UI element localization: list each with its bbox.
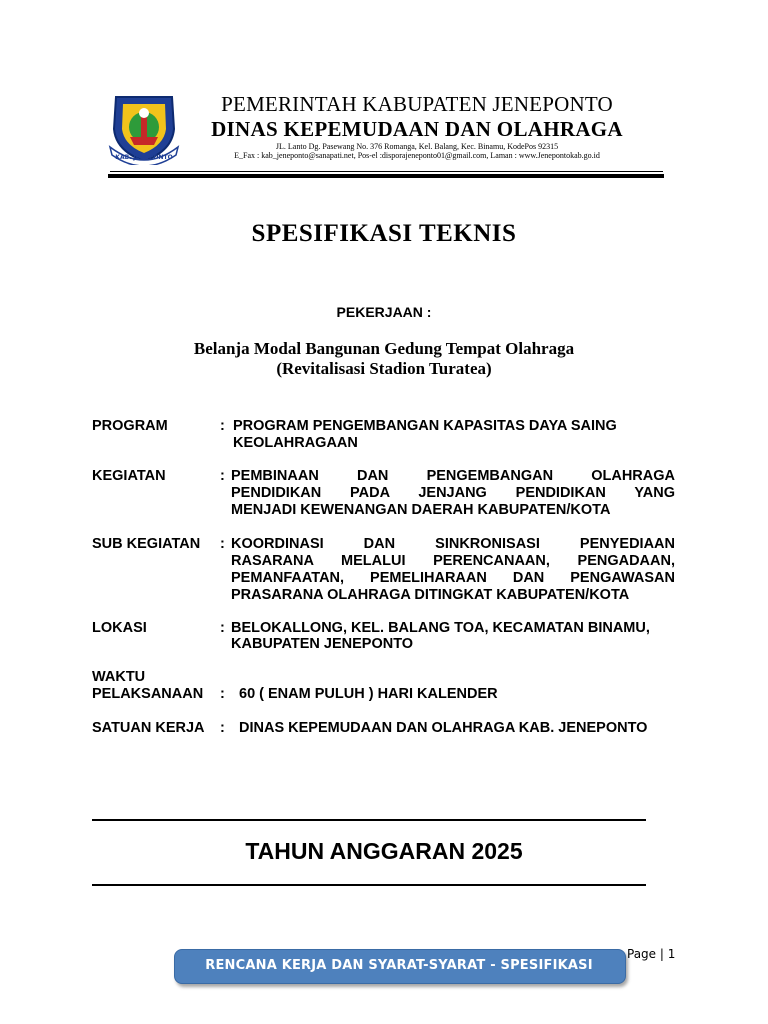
tahun-rule-top	[92, 819, 646, 821]
lokasi-value-line2: KABUPATEN JENEPONTO	[231, 636, 414, 652]
satuan-kerja-colon: :	[220, 720, 225, 736]
kegiatan-value-line2: PENDIDIKAN PADA JENJANG PENDIDIKAN YANG	[231, 485, 675, 501]
waktu-label-line1: WAKTU	[92, 669, 146, 685]
regency-logo	[106, 89, 182, 165]
sub-kegiatan-label: SUB KEGIATAN	[92, 536, 201, 552]
letterhead-rule-thin	[110, 171, 663, 172]
sub-kegiatan-value-line2: RASARANA MELALUI PERENCANAAN, PENGADAAN,	[231, 553, 675, 569]
pekerjaan-title: Belanja Modal Bangunan Gedung Tempat Olahraga	[193, 339, 575, 358]
tahun-rule-bottom	[92, 884, 646, 886]
kegiatan-value-line1: PEMBINAAN DAN PENGEMBANGAN OLAHRAGA	[231, 468, 675, 484]
satuan-kerja-value: DINAS KEPEMUDAAN DAN OLAHRAGA KAB. JENEPONTO	[239, 720, 648, 736]
tahun-anggaran: TAHUN ANGGARAN 2025	[245, 838, 523, 864]
satuan-kerja-label: SATUAN KERJA	[92, 720, 205, 736]
sub-kegiatan-colon: :	[220, 536, 225, 552]
sub-kegiatan-value-line3: PEMANFAATAN, PEMELIHARAAN DAN PENGAWASAN	[231, 570, 675, 586]
department-address: JL. Lanto Dg. Pasewang No. 376 Romanga, Kel. Balang, Kec. Binamu, KodePos 92315	[275, 142, 559, 151]
lokasi-label: LOKASI	[92, 620, 147, 636]
waktu-colon: :	[220, 686, 225, 702]
sub-kegiatan-value-line1: KOORDINASI DAN SINKRONISASI PENYEDIAAN	[231, 536, 675, 552]
program-value-line2: KEOLAHRAGAAN	[233, 435, 358, 451]
waktu-label-line2: PELAKSANAAN	[92, 686, 204, 702]
pekerjaan-subtitle: (Revitalisasi Stadion Turatea)	[276, 359, 492, 378]
kegiatan-value-line3: MENJADI KEWENANGAN DAERAH KABUPATEN/KOTA	[231, 502, 611, 518]
lokasi-value-line1: BELOKALLONG, KEL. BALANG TOA, KECAMATAN BINAMU,	[231, 620, 650, 636]
footer-banner-text: RENCANA KERJA DAN SYARAT-SYARAT - SPESIFIKASI	[205, 958, 593, 973]
department-contact: E_Fax : kab_jeneponto@sanapati.net, Pos-el :disporajeneponto01@gmail.com, Laman : www.Jenepontokab.go.id	[234, 151, 600, 160]
sub-kegiatan-value-line4: PRASARANA OLAHRAGA DITINGKAT KABUPATEN/KOTA	[231, 587, 630, 603]
lokasi-colon: :	[220, 620, 225, 636]
program-value-line1: PROGRAM PENGEMBANGAN KAPASITAS DAYA SAING	[233, 418, 617, 434]
government-name: PEMERINTAH KABUPATEN JENEPONTO	[221, 92, 613, 116]
kegiatan-colon: :	[220, 468, 225, 484]
pekerjaan-label: PEKERJAAN :	[336, 304, 432, 320]
waktu-value: 60 ( ENAM PULUH ) HARI KALENDER	[239, 686, 498, 702]
program-label: PROGRAM	[92, 418, 168, 434]
program-colon: :	[220, 418, 225, 434]
kegiatan-label: KEGIATAN	[92, 468, 166, 484]
document-title: SPESIFIKASI TEKNIS	[251, 220, 517, 247]
svg-text:KAB. JENEPONTO: KAB. JENEPONTO	[115, 154, 173, 161]
letterhead-rule-thick	[108, 174, 664, 178]
department-name: DINAS KEPEMUDAAN DAN OLAHRAGA	[211, 117, 623, 141]
page-number: Page | 1	[627, 947, 676, 961]
